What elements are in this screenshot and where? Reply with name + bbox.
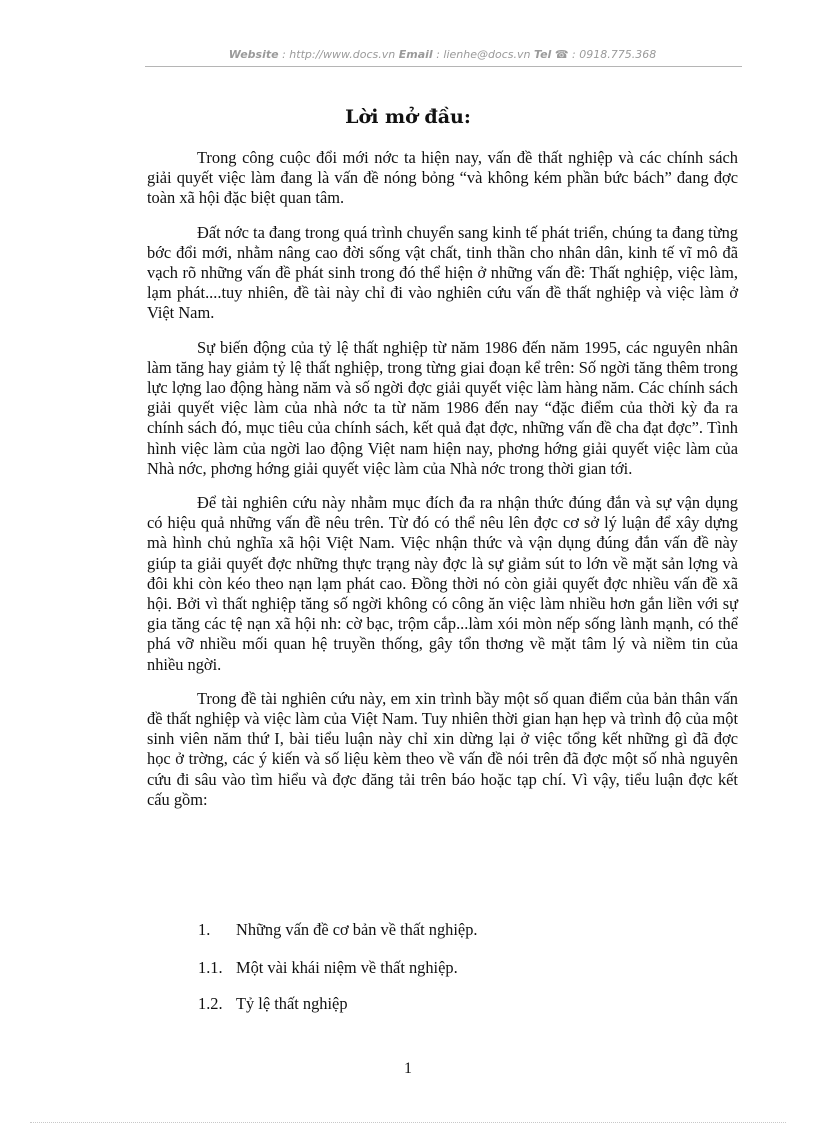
list-item bbox=[198, 920, 478, 940]
tel-label: Tel bbox=[533, 48, 552, 61]
page-number: 1 bbox=[404, 1060, 412, 1077]
paragraph: Trong đề tài nghiên cứu này, em xin trình bầy một số quan điểm của bản thân vấn đề thất nghiệp và việc làm của Việt Nam. Tuy nhiên thời gian hạn hẹp và trình độ của một sinh viên năm thứ I, bài tiểu luận này chỉ xin dừng lại ở việc tổng kết những gì đã đợc học ở trờng, các ý kiến và số liệu kèm theo về vấn đề nói trên đã đợc một số nhà nguyên cứu đi sâu vào tìm hiểu và đợc đăng tải trên báo hoặc tạp chí. Vì vậy, tiểu luận đợc kết cấu gồm: bbox=[147, 688, 738, 809]
paragraph: Trong công cuộc đổi mới nớc ta hiện nay, vấn đề thất nghiệp và các chính sách giải quyết việc làm đang là vấn đề nóng bỏng “và không kém phần bức bách” đang đợc toàn xã hội đặc biệt quan tâm. bbox=[147, 148, 738, 208]
list-item-text: Tỷ lệ thất nghiệp bbox=[236, 994, 348, 1013]
header-divider bbox=[145, 66, 742, 67]
page-title: Lời mở đầu: bbox=[345, 106, 471, 128]
tel-value: ☎ : 0918.775.368 bbox=[554, 48, 657, 61]
website-label: Website bbox=[228, 48, 279, 61]
list-item-number: 1.2. bbox=[198, 994, 223, 1013]
website-value: : http://www.docs.vn bbox=[282, 48, 396, 61]
email-value: : lienhe@docs.vn bbox=[436, 48, 531, 61]
list-item bbox=[198, 958, 458, 978]
body-text bbox=[147, 148, 738, 824]
list-item-number: 1. bbox=[198, 920, 211, 939]
paragraph: Đất nớc ta đang trong quá trình chuyển sang kinh tế phát triển, chúng ta đang từng bớc đổi mới, nhằm nâng cao đời sống vật chất, tinh thần cho nhân dân, kinh tế vĩ mô đã vạch rõ những vấn đề phát sinh trong đó thể hiện ở những vấn đề: Thất nghiệp, việc làm, lạm phát....tuy nhiên, đề tài này chỉ đi vào nghiên cứu vấn đề thất nghiệp và việc làm ở Việt Nam. bbox=[147, 222, 738, 323]
paragraph: Để tài nghiên cứu này nhằm mục đích đa ra nhận thức đúng đắn và sự vận dụng có hiệu quả những vấn đề nêu trên. Từ đó có thể nêu lên đợc cơ sở lý luận để xây dựng mà hình chủ nghĩa xã hội Việt Nam. Việc nhận thức và vận dụng đúng đắn vấn đề này giúp ta giải quyết đợc những thực trạng này đợc là sự giảm sút to lớn về mặt sản lợng và đôi khi còn kéo theo nạn lạm phát cao. Đồng thời nó còn giải quyết đợc nhiều vấn đề xã hội. Bởi vì thất nghiệp tăng số ngời không có công ăn việc làm nhiều hơn gắn liền với sự gia tăng các tệ nạn xã hội nh: cờ bạc, trộm cắp...làm xói mòn nếp sống lành mạnh, có thể phá vỡ nhiều mối quan hệ truyền thống, gây tổn thơng về mặt tâm lý và niềm tin của nhiều ngời. bbox=[147, 493, 738, 674]
list-item bbox=[198, 994, 348, 1014]
list-item-number: 1.1. bbox=[198, 958, 223, 977]
list-item-text: Một vài khái niệm về thất nghiệp. bbox=[236, 958, 458, 977]
email-label: Email bbox=[398, 48, 433, 61]
page-header bbox=[145, 48, 740, 61]
list-item-text: Những vấn đề cơ bản về thất nghiệp. bbox=[236, 920, 478, 939]
paragraph: Sự biến động của tỷ lệ thất nghiệp từ năm 1986 đến năm 1995, các nguyên nhân làm tăng hay giảm tỷ lệ thất nghiệp, trong từng giai đoạn kể trên: Số ngời tăng thêm trong lực lợng lao động hàng năm và số ngời đợc giải quyết việc làm hàng năm. Các chính sách giải quyết việc làm của nhà nớc ta từ năm 1986 đến nay “đặc điểm của thời kỳ đa ra chính sách đó, mục tiêu của chính sách, kết quả đạt đợc, những vấn đề cha đạt đợc”. Tình hình việc làm của ngời lao động Việt nam hiện nay, phơng hớng giải quyết việc làm của Nhà nớc, phơng hớng giải quyết việc làm của Nhà nớc trong thời gian tới. bbox=[147, 337, 738, 478]
